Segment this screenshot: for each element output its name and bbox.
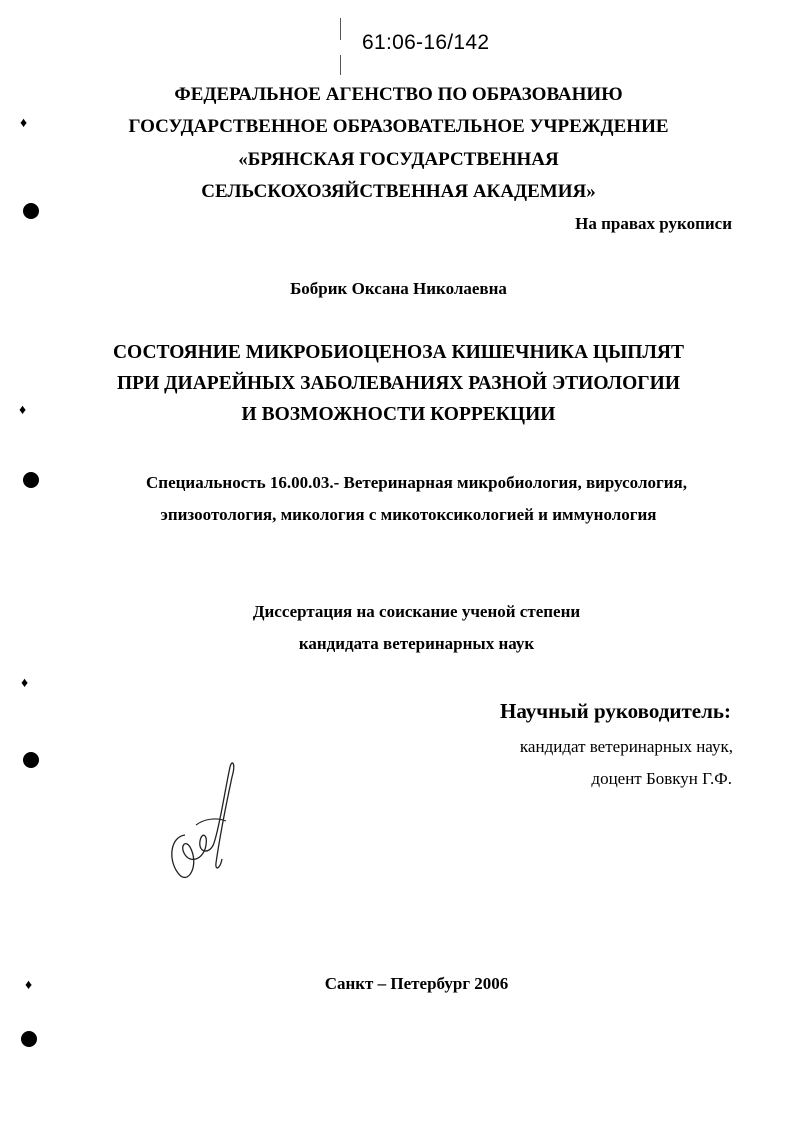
dissertation-line-2: кандидата ветеринарных наук xyxy=(298,634,535,653)
binding-mark: ♦ xyxy=(20,116,28,131)
binding-mark: ♦ xyxy=(21,676,29,691)
author-name: Бобрик Оксана Николаевна xyxy=(290,279,507,298)
supervisor-degree: кандидат ветеринарных наук, xyxy=(519,737,733,756)
title-line-2: ПРИ ДИАРЕЙНЫХ ЗАБОЛЕВАНИЯХ РАЗНОЙ ЭТИОЛОГИИ xyxy=(117,373,680,394)
supervisor-heading: Научный руководитель: xyxy=(500,699,731,723)
academy-name-line-2: СЕЛЬСКОХОЗЯЙСТВЕННАЯ АКАДЕМИЯ» xyxy=(201,181,596,202)
dissertation-line-1: Диссертация на соискание ученой степени xyxy=(252,602,581,621)
specialty-line-1: Специальность 16.00.03.- Ветеринарная микробиология, вирусология, xyxy=(146,473,687,492)
scan-mark-line xyxy=(340,55,341,75)
binding-mark: ♦ xyxy=(19,403,27,418)
specialty-line-2: эпизоотология, микология с микотоксикологией и иммунология xyxy=(160,505,657,524)
agency-line: ФЕДЕРАЛЬНОЕ АГЕНСТВО ПО ОБРАЗОВАНИЮ xyxy=(174,84,623,105)
punch-hole xyxy=(23,472,39,488)
punch-hole xyxy=(21,1031,37,1047)
supervisor-name: доцент Бовкун Г.Ф. xyxy=(591,769,732,788)
punch-hole xyxy=(23,752,39,768)
academy-name-line-1: «БРЯНСКАЯ ГОСУДАРСТВЕННАЯ xyxy=(238,149,559,170)
scan-mark-line xyxy=(340,18,341,40)
signature-image xyxy=(160,755,250,890)
manuscript-rights: На правах рукописи xyxy=(575,214,732,233)
city-year: Санкт – Петербург 2006 xyxy=(324,974,509,993)
punch-hole xyxy=(23,203,39,219)
institution-type-line: ГОСУДАРСТВЕННОЕ ОБРАЗОВАТЕЛЬНОЕ УЧРЕЖДЕНИЕ xyxy=(128,116,669,137)
archive-code: 61:06-16/142 xyxy=(362,31,490,54)
title-line-3: И ВОЗМОЖНОСТИ КОРРЕКЦИИ xyxy=(241,404,556,425)
binding-mark: ♦ xyxy=(25,978,33,993)
title-line-1: СОСТОЯНИЕ МИКРОБИОЦЕНОЗА КИШЕЧНИКА ЦЫПЛЯТ xyxy=(112,342,685,363)
